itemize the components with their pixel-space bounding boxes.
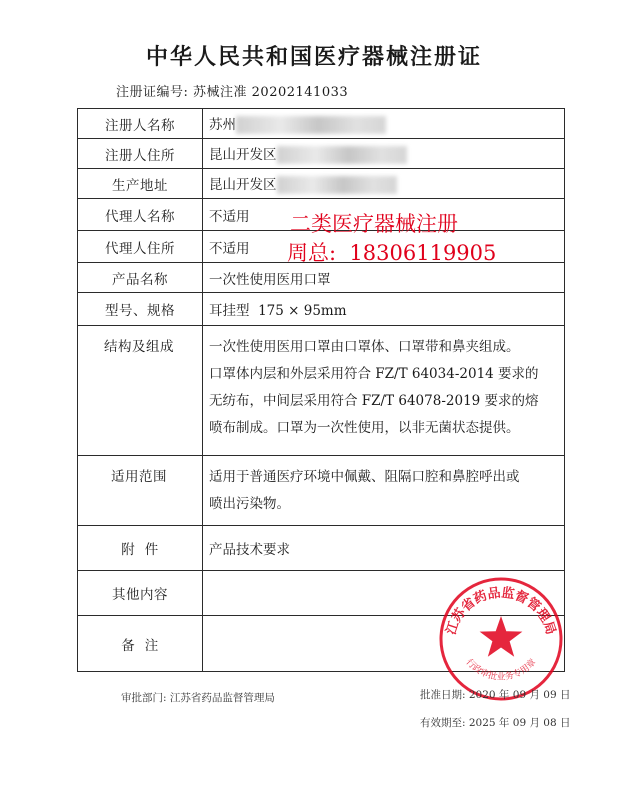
registration-number-label: 注册证编号:	[116, 85, 189, 100]
seal-bottom-text: 行政审批业务专用章	[463, 657, 539, 683]
model-spec-value: 耳挂型 175 × 95mm	[203, 293, 565, 326]
registrant-address-value	[203, 139, 565, 169]
table-row	[78, 109, 565, 139]
registrant-name-value	[203, 109, 565, 139]
star-icon	[480, 616, 523, 657]
overlay-text-line1: 二类医疗器械注册	[290, 212, 458, 236]
structure-line: 喷布制成。口罩为一次性使用，以非无菌状态提供。	[209, 420, 520, 436]
table-row	[78, 456, 565, 526]
production-address-label: 生产地址	[78, 169, 203, 199]
overlay-text-line2: 周总: 18306119905	[287, 241, 497, 265]
structure-line: 口罩体内层和外层采用符合 FZ/T 64034-2014 要求的	[209, 366, 539, 382]
table-row	[78, 326, 565, 456]
structure-line: 无纺布，中间层采用符合 FZ/T 64078-2019 要求的熔	[209, 393, 539, 409]
table-row	[78, 139, 565, 169]
table-row	[78, 263, 565, 293]
redacted-block	[236, 116, 386, 134]
structure-value	[203, 326, 565, 456]
attachment-label-text: 附 件	[121, 542, 159, 558]
remarks-label	[78, 616, 203, 672]
other-label: 其他内容	[78, 571, 203, 616]
official-seal	[436, 574, 566, 704]
agent-address-label: 代理人住所	[78, 231, 203, 263]
structure-label: 结构及组成	[78, 326, 203, 456]
registrant-address-text: 昆山开发区	[209, 146, 277, 163]
product-name-label: 产品名称	[78, 263, 203, 293]
redacted-block	[277, 146, 407, 164]
production-address-text: 昆山开发区	[209, 176, 277, 193]
scope-label: 适用范围	[78, 456, 203, 526]
registrant-address-label: 注册人住所	[78, 139, 203, 169]
model-spec-label: 型号、规格	[78, 293, 203, 326]
structure-line: 一次性使用医用口罩由口罩体、口罩带和鼻夹组成。	[209, 339, 520, 355]
attachment-label	[78, 526, 203, 571]
scope-value	[203, 456, 565, 526]
agent-name-label: 代理人名称	[78, 199, 203, 231]
seal-top-text: 江苏省药品监督管理局	[443, 585, 559, 637]
approval-department: 审批部门: 江苏省药品监督管理局	[121, 692, 275, 704]
production-address-value	[203, 169, 565, 199]
certificate-title: 中华人民共和国医疗器械注册证	[145, 45, 482, 70]
registration-number-line	[116, 81, 348, 100]
valid-until-date: 有效期至: 2025 年 09 月 08 日	[420, 717, 571, 729]
remarks-label-text: 备 注	[121, 637, 159, 654]
table-row	[78, 293, 565, 326]
registrant-name-label: 注册人名称	[78, 109, 203, 139]
table-row	[78, 526, 565, 571]
registration-number-value: 苏械注准 20202141033	[193, 85, 349, 100]
redacted-block	[277, 176, 397, 194]
agent-address-value: 不适用	[203, 231, 565, 263]
registrant-name-text: 苏州	[209, 116, 236, 133]
scope-line: 适用于普通医疗环境中佩戴、阻隔口腔和鼻腔呼出或	[209, 469, 520, 485]
agent-name-value: 不适用	[203, 199, 565, 231]
product-name-value: 一次性使用医用口罩	[203, 263, 565, 293]
approval-date: 批准日期: 2020 年 09 月 09 日	[420, 689, 571, 701]
attachment-value: 产品技术要求	[203, 526, 565, 571]
scope-line: 喷出污染物。	[209, 496, 290, 512]
table-row	[78, 169, 565, 199]
